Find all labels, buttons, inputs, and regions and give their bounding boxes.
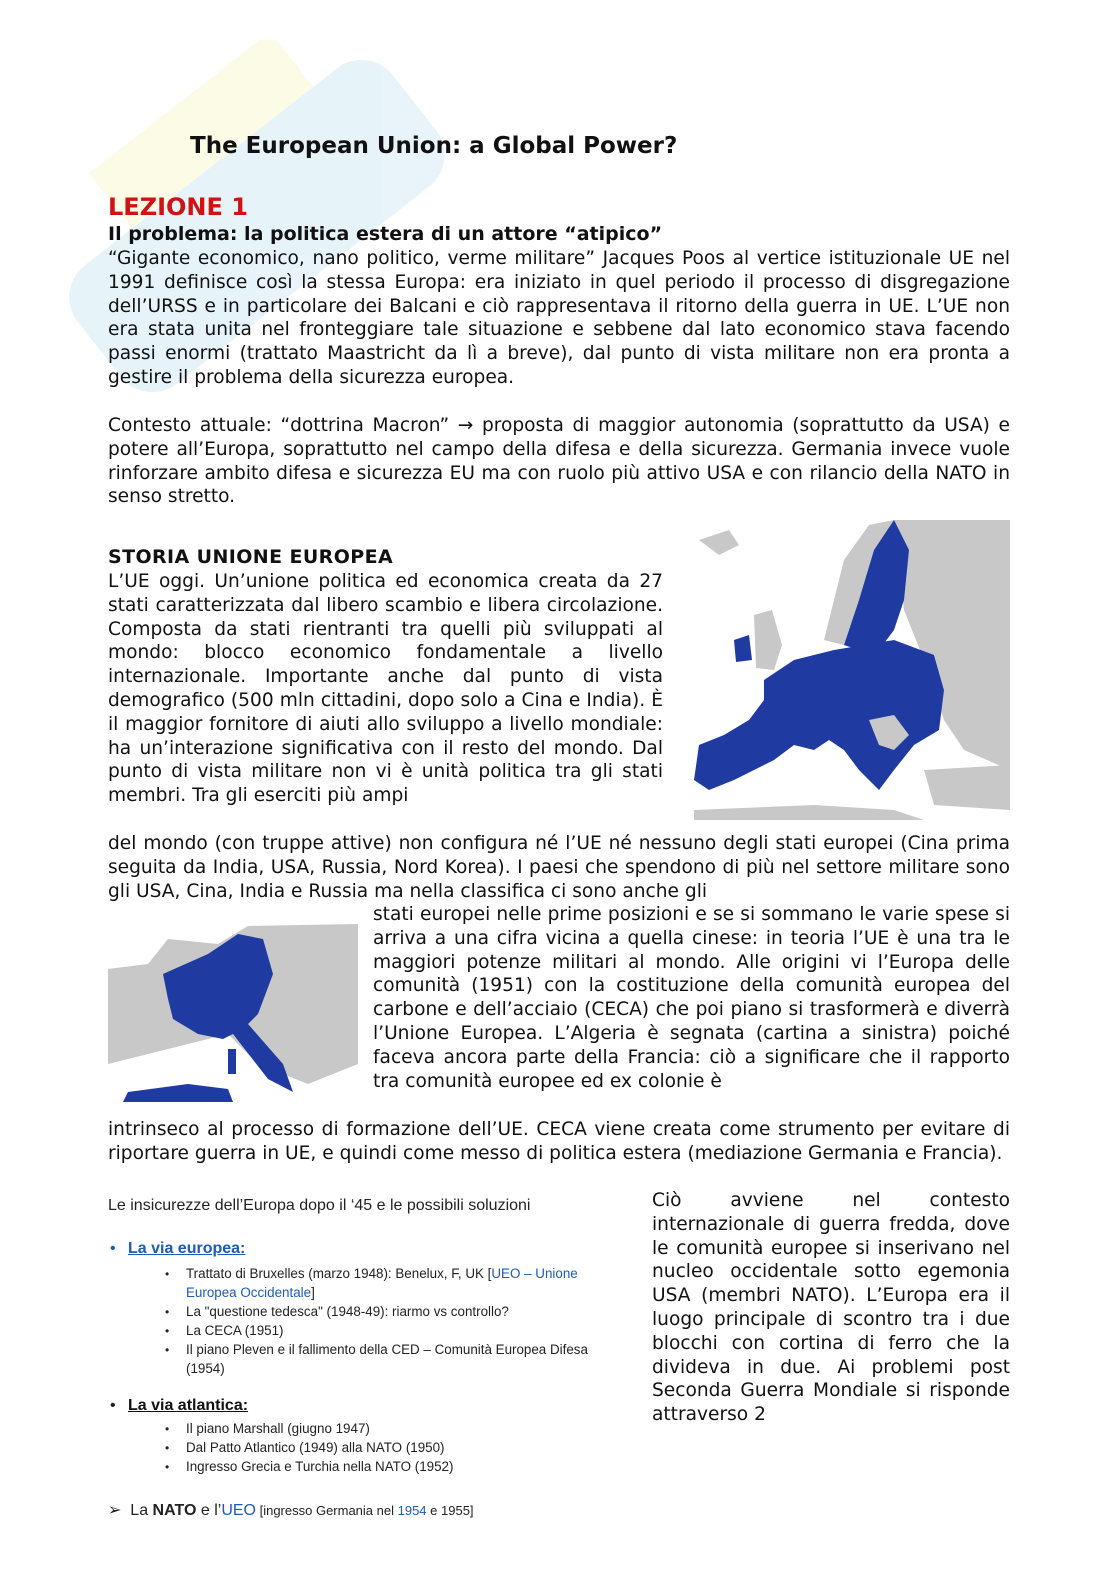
slide-via-atlantica: La via atlantica: <box>128 1397 249 1414</box>
section-heading: STORIA UNIONE EUROPEA <box>108 546 394 568</box>
slide-at-item: Il piano Marshall (giugno 1947) <box>186 1421 370 1436</box>
slide-at-item: Dal Patto Atlantico (1949) alla NATO (1950) <box>186 1440 445 1455</box>
bullet-icon: • <box>165 1267 170 1281</box>
paragraph-eu-today: L’UE oggi. Un’unione politica ed economica creata da 27 stati caratterizzata dal libero scambio e libera circolazione. Composta da stati rientranti tra quelli più sviluppati al mondo: blocco economico fondamentale a livello internazionale. Importante anche dal punto di vista demografico (500 mln cittadini, dopo solo a Cina e India). È il maggior fornitore di aiuti allo sviluppo a livello mondiale: ha un’interazione significativa con il resto del mondo. Dal punto di vista militare non vi è unità politica tra gli stati membri. Tra gli eserciti più ampi <box>108 571 663 807</box>
map-sardinia-blue <box>228 1049 236 1074</box>
slide-last-line: ➢ La NATO e l’UEO [ingresso Germania nel 1954 e 1955] <box>108 1502 474 1519</box>
paragraph-intro: “Gigante economico, nano politico, verme militare” Jacques Poos al vertice istituzionale UE nel 1991 definisce così la stessa Europa: era iniziato in quel periodo il processo di disgregazione dell’URSS e in particolare dei Balcani e ciò rappresentava il ritorno della guerra in UE. L’UE non era stata unita nel fronteggiare tale situazione e sebbene dal lato economico stava facendo passi enormi (trattato Maastricht da lì a breve), dal punto di vista militare non era pronta a gestire il problema della sicurezza europea. <box>108 248 1010 388</box>
slide-eu-item: La "questione tedesca" (1948-49): riarmo vs controllo? <box>186 1304 509 1319</box>
lesson-heading: LEZIONE 1 <box>108 193 248 221</box>
bullet-icon: • <box>165 1441 170 1455</box>
slide-at-item: Ingresso Grecia e Turchia nella NATO (1952) <box>186 1459 454 1474</box>
lesson-subheading: Il problema: la politica estera di un attore “atipico” <box>108 223 663 245</box>
map-turkey-grey <box>924 765 1010 810</box>
bullet-icon: • <box>110 1240 116 1257</box>
bullet-icon: • <box>165 1305 170 1319</box>
slide-eu-item: Trattato di Bruxelles (marzo 1948): Benelux, F, UK [UEO – Unione Europea Occidentale] <box>186 1266 578 1300</box>
paragraph-cold-war: Ciò avviene nel contesto internazionale di guerra fredda, dove le comunità europee si inserivano nel nucleo occidentale sotto egemonia USA (membri NATO). L’Europa era il luogo principale di scontro tra i due blocchi con cortina di ferro che la divideva in due. Ai problemi post Seconda Guerra Mondiale si risponde attraverso 2 <box>652 1190 1010 1426</box>
paragraph-ceca: intrinseco al processo di formazione dell’UE. CECA viene creata come strumento per evitare di riportare guerra in UE, e quindi come messo di politica estera (mediazione Germania e Francia). <box>108 1119 1010 1164</box>
bullet-icon: • <box>110 1397 116 1414</box>
arrow-icon: → <box>457 415 474 436</box>
document-title: The European Union: a Global Power? <box>190 133 678 159</box>
embedded-slide <box>108 1192 638 1532</box>
bullet-icon: • <box>165 1422 170 1436</box>
slide-eu-item: La CECA (1951) <box>186 1323 284 1338</box>
context-text: proposta di maggior autonomia (soprattutto da USA) e potere all’Europa, soprattutto nel campo della difesa e della sicurezza. Germania invece vuole rinforzare ambito difesa e sicurezza EU ma con ruolo più attivo USA e con rilancio della NATO in senso stretto. <box>108 415 1010 508</box>
slide-heading: Le insicurezze dell’Europa dopo il ‘45 e le possibili soluzioni <box>108 1197 531 1214</box>
slide-via-europea: La via europea: <box>128 1240 246 1257</box>
arrow-bullet-icon: ➢ <box>108 1502 122 1519</box>
paragraph-context <box>108 414 1010 509</box>
paragraph-origins: stati europei nelle prime posizioni e se si sommano le varie spese si arriva a una cifra vicina a quella cinese: in teoria l’UE è una tra le maggiori potenze militari al mondo. Alle origini vi l’Europa delle comunità (1951) con la costituzione della comunità europea del carbone e dell’acciaio (CECA) che poi piano si trasformerà e diverrà l’Unione Europea. L’Algeria è segnata (cartina a sinistra) poiché faceva ancora parte della Francia: ciò a significare che il rapporto tra comunità europee ed ex colonie è <box>373 904 1010 1092</box>
bullet-icon: • <box>165 1460 170 1474</box>
paragraph-military: del mondo (con truppe attive) non configura né l’UE né nessuno degli stati europei (Cina prima seguita da India, USA, Russia, Nord Korea). I paesi che spendono di più nel settore militare sono gli USA, Cina, India e Russia ma nella classifica ci sono anche gli <box>108 833 1010 902</box>
bullet-icon: • <box>165 1343 170 1357</box>
bullet-icon: • <box>165 1324 170 1338</box>
slide-eu-item: Il piano Pleven e il fallimento della CED – Comunità Europea Difesa (1954) <box>186 1342 588 1376</box>
eu-members-map <box>694 520 1010 820</box>
context-label: Contesto attuale: “dottrina Macron” <box>108 415 450 436</box>
ceca-founders-map <box>108 914 358 1102</box>
